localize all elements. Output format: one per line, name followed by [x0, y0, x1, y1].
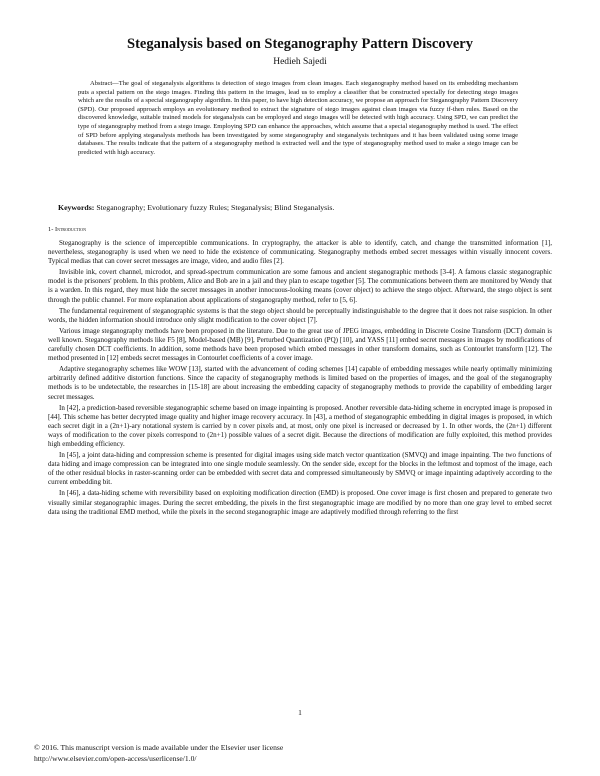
paragraph: In [46], a data-hiding scheme with reversibility based on exploiting modification direction (EMD) is proposed. One cover image is first chosen and prepared to generate two visually similar steganographic images. During the secret embedding, the pixels in the first steganographic image are modified by no more than one gray level to embed secret data using the traditional EMD method, while the pixels in the second steganographic image are adaptively modified through referring to the first: [48, 489, 552, 516]
paragraph: Invisible ink, covert channel, microdot, and spread-spectrum communication are some famous and ancient steganographic methods [3-4]. A famous classic steganographic model is the prisoners' problem. In this problem, Alice and Bob are in a jail and they plan to escape together [5]. The communications between them are monitored by Wendy that is a warden. In this regard, they must hide the secret messages in another innocuous-looking means (cover object) to achieve the stego object. Afterward, the stego object is sent through the public channel. For more explanation about applications of steganography method, refer to [5, 6].: [48, 268, 552, 304]
paper-title: Steganalysis based on Steganography Pattern Discovery: [127, 36, 473, 52]
paragraph: In [45], a joint data-hiding and compression scheme is presented for digital images using side match vector quantization (SMVQ) and image inpainting. The two functions of data hiding and image compression can be integrated into one single module seamlessly. On the sender side, except for the blocks in the leftmost and topmost of the image, each of the other residual blocks in raster-scanning order can be embedded with secret data and compressed simultaneously by SMVQ or image inpainting adaptively according to the current embedding bit.: [48, 451, 552, 487]
introduction-body: [48, 239, 552, 519]
abstract: Abstract—The goal of steganalysis algorithms is detection of stego images from clean images. Each steganography method based on its embedding mechanism puts a special pattern on the stego images. Finding this pattern in the images, lead us to employ a classifier that be constructed specially for detecting stego images which are the results of a special steganography algorithm. In this paper, to have high detection accuracy, we propose an approach for Steganography Pattern Discovery (SPD). Our proposed approach employs an evolutionary method to extract the signature of stego images against clean images via fuzzy if-then rules. Based on the discovered knowledge, suitable trained models for steganalysis can be employed and stego images will be detected with high accuracy. Using SPD, we can predict the type of steganography method from a stego image. Employing SPD can enhance the approaches, which assume that a special steganography method is used. The effect of SPD before applying steganalysis methods has been investigated by some steganography and steganalysis techniques and it has been validated using some image databases. The results indicate that the pattern of a steganography method is extracted well and the type of steganography method used to make a stego image can be predicted with high accuracy.: [78, 80, 518, 156]
keywords-label: Keywords:: [58, 203, 95, 212]
paragraph: In [42], a prediction-based reversible steganographic scheme based on image inpainting is proposed. Another reversible data-hiding scheme in encrypted image is proposed in [44]. This scheme has better decrypted image quality and higher image recovery accuracy. In [43], a method of steganographic embedding in digital images is proposed, in which each secret digit in a (2n+1)-ary notational system is carried by n cover pixels and, at most, only one pixel is increased or decreased by 1. In other words, the (2n+1) different ways of modification to the cover pixels correspond to (2n+1) possible values of a secret digit. Because the directions of modification are fully exploited, this method provides high embedding efficiency.: [48, 403, 552, 448]
section-title: Introduction: [54, 226, 86, 233]
paragraph: Adaptive steganography schemes like WOW [13], started with the advancement of coding schemes [14] capable of embedding messages while nearly optimally minimizing arbitrarily defined additive distortion functions. Since the capacity of steganography methods is limited based on the properties of images, and the goal of the steganography methods is to be undetectable, the researches in [15-18] are about increasing the embedding capacity of steganography methods to provide the capability of embedding larger secret messages.: [48, 365, 552, 401]
page-number: 1: [298, 708, 302, 717]
keywords: [58, 203, 538, 212]
author-name: Hedieh Sajedi: [273, 57, 327, 67]
section-heading: [48, 226, 86, 233]
keywords-text: Steganography; Evolutionary fuzzy Rules; Steganalysis; Blind Steganalysis.: [94, 203, 335, 212]
section-number: 1-: [48, 226, 54, 233]
paragraph: Various image steganography methods have been proposed in the literature. Due to the great use of JPEG images, embedding in Discrete Cosine Transform (DCT) domain is well known. Steganography methods like F5 [8], Model-based (MB) [9], Perturbed Quantization (PQ) [10], and YASS [11] embed secret messages in images by modifications of carefully chosen DCT coefficients. In addition, some methods have been proposed which embed messages in other transform domains, such as Contourlet transform [12]. The method presented in [12] embeds secret messages in Contourlet coefficients of a cover image.: [48, 326, 552, 363]
license-footer: [34, 742, 283, 764]
license-url[interactable]: http://www.elsevier.com/open-access/userlicense/1.0/: [34, 754, 197, 763]
license-text: © 2016. This manuscript version is made available under the Elsevier user license: [34, 743, 284, 752]
paragraph: Steganography is the science of imperceptible communications. In cryptography, the attacker is able to identify, catch, and change the transmitted information [1], nevertheless, steganography is used when we need to hide the existence of communicating. Steganography methods embed secret messages within visually innocent covers. Typical medias that can cover secret messages are image, video, and audio files [2].: [48, 239, 552, 266]
paragraph: The fundamental requirement of steganographic systems is that the stego object should be perceptually indistinguishable to the degree that it does not raise suspicion. In other words, the hidden information should introduce only slight modification to the cover object [7].: [48, 306, 552, 324]
